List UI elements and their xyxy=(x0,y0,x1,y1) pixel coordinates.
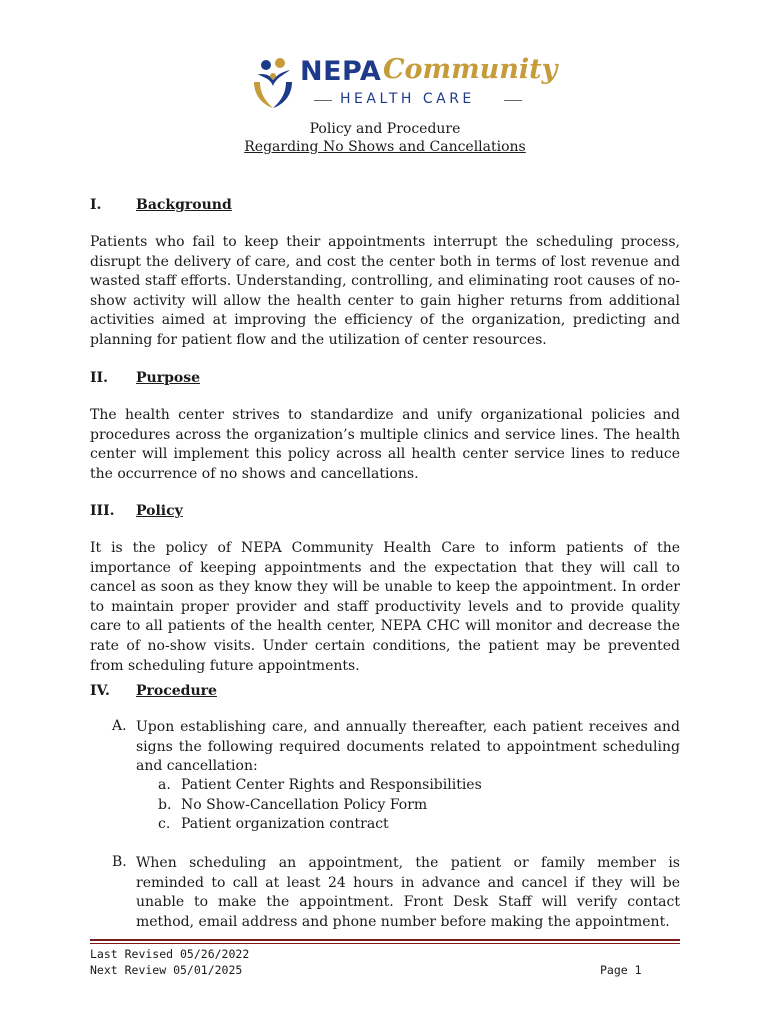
sub-item-letter: c. xyxy=(158,816,171,832)
background-paragraph: Patients who fail to keep their appointments interrupt the scheduling process, disrupt the delivery of care, and cost the center both in terms of lost revenue and wasted staff efforts. Understanding, controlling, and eliminating root causes of no-show activity will allow the health center to gain higher returns from additional activities aimed at improving the efficiency of the organization, predicting and planning for patient flow and the utilization of center resources. xyxy=(90,234,680,348)
logo-divider-right xyxy=(504,100,522,101)
section-heading-background: Background xyxy=(136,197,232,213)
logo-divider-left xyxy=(314,100,332,101)
procedure-item-b-letter: B. xyxy=(112,854,127,870)
logo-nepa-text: NEPA xyxy=(300,56,382,87)
footer-divider-thin xyxy=(90,943,680,944)
section-heading-purpose: Purpose xyxy=(136,370,200,386)
organization-logo xyxy=(248,52,558,112)
footer-divider xyxy=(90,939,680,941)
footer-page-number: Page 1 xyxy=(600,963,642,977)
people-emblem-icon xyxy=(248,52,298,110)
policy-paragraph: It is the policy of NEPA Community Health Care to inform patients of the importance of keeping appointments and the expectation that they will call to cancel as soon as they know they will be unable to keep the appointment. In order to maintain proper provider and staff productivity levels and to provide quality care to all patients of the health center, NEPA CHC will monitor and decrease the rate of no-show visits. Under certain conditions, the patient may be prevented from scheduling future appointments. xyxy=(90,540,680,674)
section-number-purpose: II. xyxy=(90,370,108,386)
procedure-item-a-text: Upon establishing care, and annually thereafter, each patient receives and signs the following required documents related to appointment scheduling and cancellation: xyxy=(136,719,680,775)
logo-community-text: Community xyxy=(383,54,558,85)
section-heading-policy: Policy xyxy=(136,503,183,519)
section-number-procedure: IV. xyxy=(90,683,110,699)
footer-next-review: Next Review 05/01/2025 xyxy=(90,963,243,977)
purpose-paragraph: The health center strives to standardize and unify organizational policies and procedures across the organization’s multiple clinics and service lines. The health center will implement this policy across all health center service lines to reduce the occurrence of no shows and cancellations. xyxy=(90,407,680,482)
sub-item-text: No Show-Cancellation Policy Form xyxy=(181,797,428,813)
section-number-background: I. xyxy=(90,197,102,213)
section-number-policy: III. xyxy=(90,503,115,519)
sub-item-text: Patient organization contract xyxy=(181,816,389,832)
sub-item-letter: b. xyxy=(158,797,172,813)
document-title: Policy and Procedure xyxy=(309,121,461,137)
logo-health-care-text: HEALTH CARE xyxy=(340,91,475,107)
sub-item-letter: a. xyxy=(158,777,171,793)
logo-tagline xyxy=(314,90,519,110)
footer-last-revised: Last Revised 05/26/2022 xyxy=(90,947,250,961)
document-subtitle: Regarding No Shows and Cancellations xyxy=(244,139,526,155)
sub-item-text: Patient Center Rights and Responsibilities xyxy=(181,777,482,793)
procedure-item-b-text: When scheduling an appointment, the patient or family member is reminded to call at least 24 hours in advance and cancel if they will be unable to make the appointment. Front Desk Staff will verify contact method, email address and phone number before making the appointment. xyxy=(136,855,680,930)
procedure-item-a-letter: A. xyxy=(112,718,127,734)
section-heading-procedure: Procedure xyxy=(136,683,217,699)
